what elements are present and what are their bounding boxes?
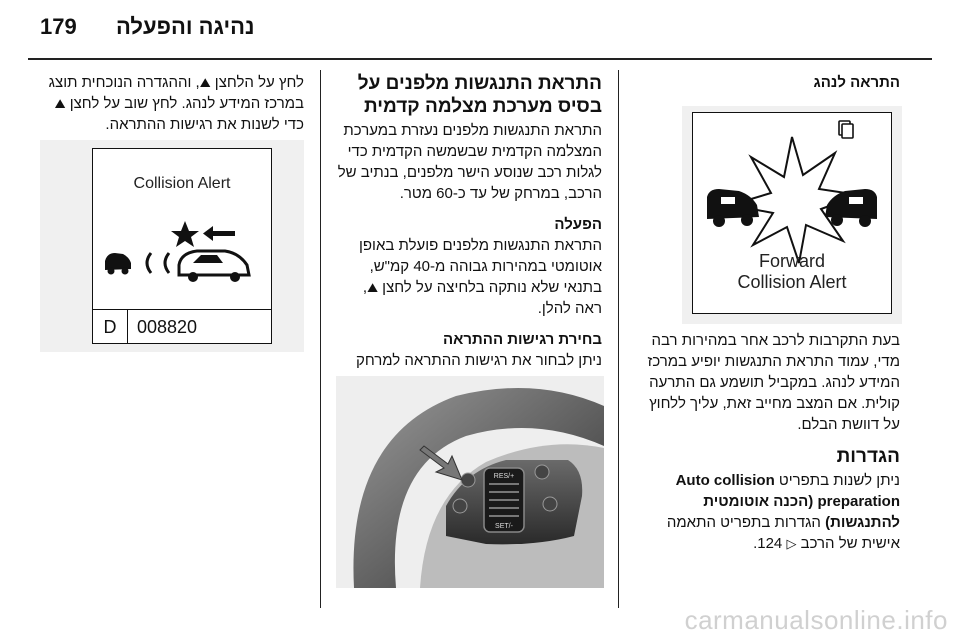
- collision-gap-button[interactable]: [461, 473, 475, 487]
- book-icon: [839, 121, 853, 138]
- figure-label-collision-alert: Collision Alert: [737, 272, 847, 292]
- settings-heading: הגדרות: [836, 446, 900, 467]
- left-column: [40, 72, 304, 145]
- figure-code-letter: D: [93, 310, 128, 344]
- car-icon: [179, 251, 249, 282]
- pointer-arrow-icon: [420, 446, 462, 480]
- figure-label-forward: Forward: [758, 251, 825, 271]
- column-divider-left: [320, 70, 321, 608]
- gap-bracket: [165, 253, 169, 273]
- figure-code-value: 008820: [137, 317, 198, 337]
- book-icon: ▷: [786, 536, 797, 551]
- front-camera-paragraph: התראת התנגשות מלפנים נעזרת במערכת המצלמה הקדמית שבשמשה הקדמית כדי לגלות רכב שנוסע הישר מלפנים, בנתיב של הרכב, במרחק של עד כ-60 מטר.: [337, 122, 602, 202]
- forward-collision-display: [692, 112, 892, 314]
- page-header-title: נהיגה והפעלה: [116, 14, 255, 39]
- sensitivity-instructions: לחץ על הלחצן ⛰, וההגדרה הנוכחית תוצג במרכז המידע לנהג. לחץ שוב על לחצן ⛰ כדי לשנות את רגישות ההתראה.: [48, 74, 304, 133]
- car-gap-icon: ⛰: [54, 96, 66, 111]
- collision-alert-display: [92, 148, 272, 344]
- left-arrow-icon: [203, 226, 235, 241]
- collision-alert-figure: [40, 140, 304, 352]
- figure-code-bar: [93, 309, 271, 344]
- settings-paragraph: ניתן לשנות בתפריט Auto collision preparation (הכנה אוטומטית להתנגשות) הגדרות בתפריט התאמה אישית של הרכב ▷ 124.: [666, 472, 900, 552]
- header-rule: [28, 58, 932, 60]
- column-divider-right: [618, 70, 619, 608]
- forward-collision-figure: [682, 106, 902, 324]
- right-column: [630, 72, 900, 93]
- collision-alert-title: Collision Alert: [133, 175, 231, 192]
- steering-wheel-illustration: [336, 376, 604, 588]
- distance-gap-graphic: [93, 217, 271, 287]
- page-number: 179: [40, 14, 77, 39]
- star-icon: [171, 221, 199, 247]
- driver-alert-paragraph: בעת התקרבות לרכב אחר במהירות רבה מדי, עמוד התראת התנגשות יופיע במרכז המידע לנהג. במקביל תושמע גם התרעה קולית. אם המצב מחייב זאת, עליך ללחוץ על דוושת הבלם.: [647, 332, 900, 433]
- gap-bracket: [147, 253, 151, 273]
- section-title-driver-alert: התראה לנהג: [813, 74, 900, 91]
- middle-column: [334, 72, 602, 402]
- page-reference: 124: [757, 535, 783, 552]
- cruise-button[interactable]: [453, 499, 467, 513]
- car-gap-icon: ⛰: [199, 75, 211, 90]
- operation-paragraph: התראת התנגשות מלפנים פועלת באופן אוטומטי במהירות גבוהה מ-40 קמ"ש, בתנאי שלא נותקה בלחיצה על לחצן ⛰, ראה להלן.: [359, 237, 602, 317]
- sensitivity-paragraph: ניתן לבחור את רגישות ההתראה למרחק: [356, 352, 602, 369]
- sensitivity-heading: בחירת רגישות ההתראה: [443, 331, 602, 348]
- steering-wheel-figure: [336, 376, 604, 588]
- watermark: carmanualsonline.info: [684, 605, 948, 635]
- speed-icon-button[interactable]: [535, 465, 549, 479]
- cancel-button[interactable]: [543, 497, 557, 511]
- section-title-front-camera-alert: התראת התנגשות מלפנים על בסיס מערכת מצלמה קדמית: [357, 73, 602, 117]
- auto-collision-menu-name: Auto collision preparation (הכנה אוטומטית להתנגשות): [675, 472, 900, 531]
- set-label: SET/-: [495, 523, 513, 530]
- res-label: RES/+: [493, 473, 515, 480]
- operation-heading: הפעלה: [554, 216, 602, 233]
- right-column-body: [630, 330, 900, 564]
- car-gap-icon: ⛰: [367, 280, 378, 295]
- car-icon: [105, 253, 131, 275]
